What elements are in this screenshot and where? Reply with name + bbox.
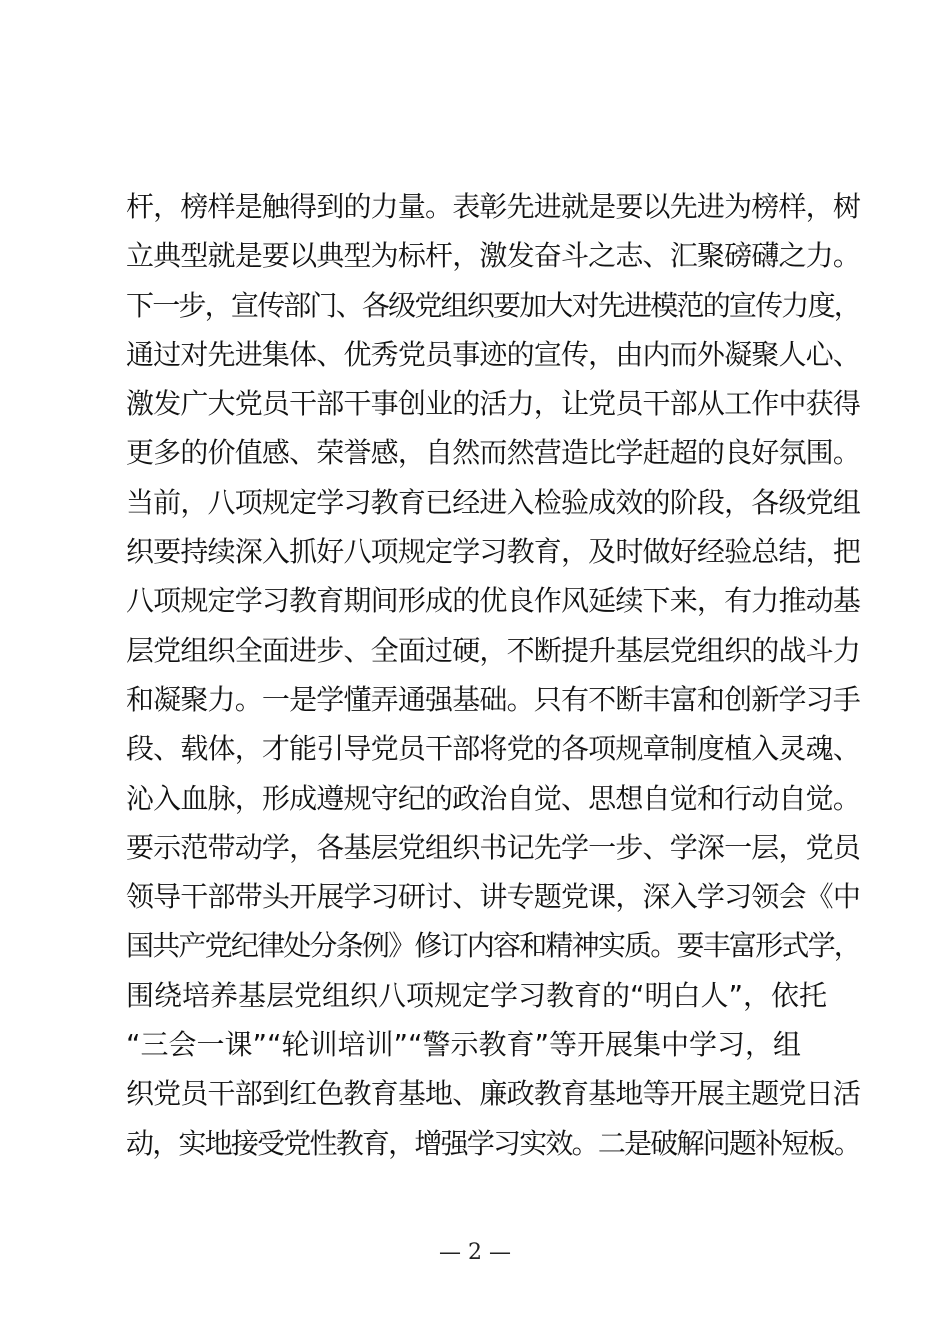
body-text (126, 182, 860, 1168)
text-line: 段、载体，才能引导党员干部将党的各项规章制度植入灵魂、 (126, 732, 861, 766)
text-line: 当前，八项规定学习教育已经进入检验成效的阶段，各级党组 (126, 485, 861, 519)
text-line: 杆，榜样是触得到的力量。表彰先进就是要以先进为榜样，树 (126, 190, 861, 223)
text-line: 和凝聚力。一是学懂弄通强基础。只有不断丰富和创新学习手 (126, 682, 861, 716)
page-number: — 2 — (439, 1240, 511, 1265)
text-line: 层党组织全面进步、全面过硬，不断提升基层党组织的战斗力 (126, 633, 861, 667)
text-line: 国共产党纪律处分条例》修订内容和精神实质。要丰富形式学， (126, 929, 861, 963)
text-line: 更多的价值感、荣誉感，自然而然营造比学赶超的良好氛围。 (126, 436, 861, 470)
text-line: 领导干部带头开展学习研讨、讲专题党课，深入学习领会《中 (126, 880, 861, 914)
text-line: 激发广大党员干部干事创业的活力，让党员干部从工作中获得 (126, 387, 861, 421)
text-line: 织要持续深入抓好八项规定学习教育，及时做好经验总结，把 (126, 535, 861, 569)
text-line: 下一步，宣传部门、各级党组织要加大对先进模范的宣传力度， (126, 288, 861, 322)
text-line: 沁入血脉，形成遵规守纪的政治自觉、思想自觉和行动自觉。 (126, 781, 861, 815)
text-line: 八项规定学习教育期间形成的优良作风延续下来，有力推动基 (126, 584, 861, 618)
text-line: 围绕培养基层党组织八项规定学习教育的“明白人”，依托 (126, 978, 828, 1012)
text-line: 动，实地接受党性教育，增强学习实效。二是破解问题补短板。 (126, 1126, 861, 1160)
text-line: “三会一课”“轮训培训”“警示教育”等开展集中学习，组 (126, 1028, 802, 1062)
text-line: 要示范带动学，各基层党组织书记先学一步、学深一层，党员 (126, 830, 861, 864)
text-line: 通过对先进集体、优秀党员事迹的宣传，由内而外凝聚人心、 (126, 337, 861, 371)
text-line: 织党员干部到红色教育基地、廉政教育基地等开展主题党日活 (126, 1077, 861, 1111)
text-line: 立典型就是要以典型为标杆，激发奋斗之志、汇聚磅礴之力。 (126, 239, 861, 273)
